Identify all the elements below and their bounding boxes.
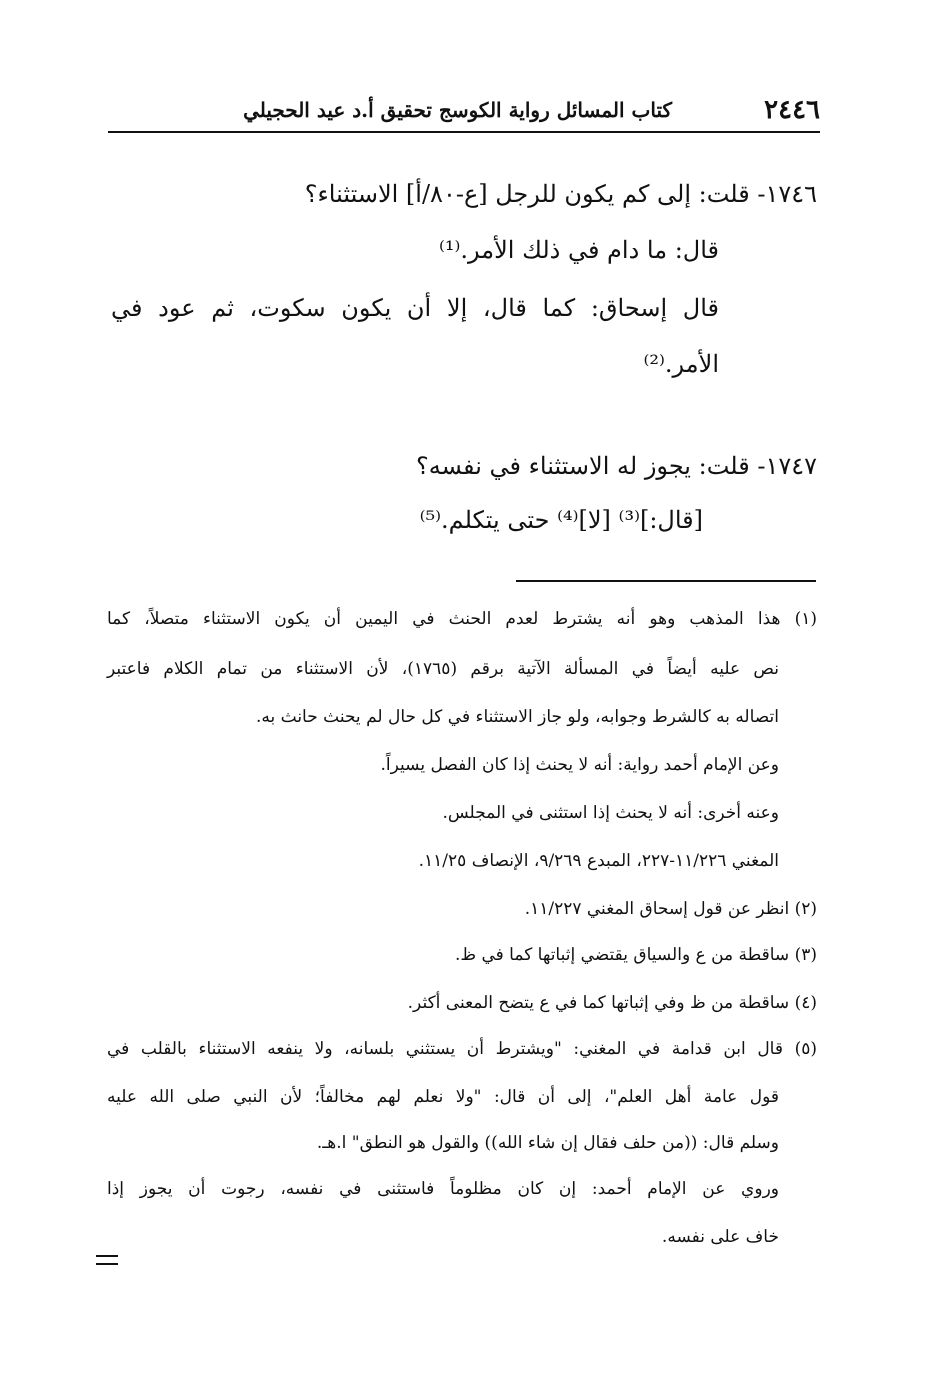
issue-1747-question: ١٧٤٧- قلت: يجوز له الاستثناء في نفسه؟ bbox=[416, 452, 817, 480]
footnote-rule bbox=[516, 580, 816, 582]
page-number: ٢٤٤٦ bbox=[764, 95, 820, 125]
footnote-1-line-1: (١) هذا المذهب وهو أنه يشترط لعدم الحنث في اليمين أن يكون الاستثناء متصلاً، كما bbox=[107, 609, 817, 629]
page-header bbox=[108, 92, 820, 128]
issue-1747-answer: [قال:]⁽³⁾ [لا]⁽⁴⁾ حتى يتكلم.⁽⁵⁾ bbox=[419, 506, 703, 534]
footnote-5-line-4: وروي عن الإمام أحمد: إن كان مظلوماً فاستثنى في نفسه، رجوت أن يجوز إذا bbox=[107, 1179, 779, 1199]
footnote-4: (٤) ساقطة من ظ وفي إثباتها كما في ع يتضح المعنى أكثر. bbox=[407, 993, 817, 1013]
footnote-1-line-3: اتصاله به كالشرط وجوابه، ولو جاز الاستثناء في كل حال لم يحنث حانث به. bbox=[255, 707, 779, 727]
header-rule bbox=[108, 131, 820, 133]
footnote-2: (٢) انظر عن قول إسحاق المغني ١١/٢٢٧. bbox=[524, 899, 817, 919]
running-title: كتاب المسائل رواية الكوسج تحقيق أ.د عيد الحجيلي bbox=[243, 98, 672, 122]
footnote-1-line-4: وعن الإمام أحمد رواية: أنه لا يحنث إذا كان الفصل يسيراً. bbox=[380, 755, 779, 775]
footnote-1-line-5: وعنه أخرى: أنه لا يحنث إذا استثنى في المجلس. bbox=[442, 803, 779, 823]
footnote-1-line-6: المغني ١١/٢٢٦-٢٢٧، المبدع ٩/٢٦٩، الإنصاف ١١/٢٥. bbox=[418, 851, 779, 871]
footnote-1-line-2: نص عليه أيضاً في المسألة الآتية برقم (١٧٦٥)، لأن الاستثناء من تمام الكلام فاعتبر bbox=[107, 659, 779, 679]
footnote-5-line-1: (٥) قال ابن قدامة في المغني: "ويشترط أن يستثني بلسانه، ولا ينفعه الاستثناء بالقلب في bbox=[107, 1039, 817, 1059]
issue-1746-ishaq-line-2: الأمر.⁽²⁾ bbox=[643, 350, 719, 378]
footnote-5-line-2: قول عامة أهل العلم"، إلى أن قال: "ولا نعلم لهم مخالفاً؛ لأن النبي صلى الله عليه bbox=[107, 1087, 779, 1107]
issue-1746-question: ١٧٤٦- قلت: إلى كم يكون للرجل [ع-٨٠/أ] الاستثناء؟ bbox=[304, 180, 817, 208]
continuation-mark bbox=[96, 1255, 118, 1267]
footnote-5-line-5: خاف على نفسه. bbox=[661, 1227, 779, 1247]
issue-1746-ishaq-line-1: قال إسحاق: كما قال، إلا أن يكون سكوت، ثم عود في bbox=[111, 294, 719, 322]
issue-1746-answer: قال: ما دام في ذلك الأمر.⁽¹⁾ bbox=[438, 236, 719, 264]
footnote-5-line-3: وسلم قال: ((من حلف فقال إن شاء الله)) والقول هو النطق" ا.هـ. bbox=[316, 1133, 779, 1153]
footnote-3: (٣) ساقطة من ع والسياق يقتضي إثباتها كما في ظ. bbox=[454, 945, 817, 965]
